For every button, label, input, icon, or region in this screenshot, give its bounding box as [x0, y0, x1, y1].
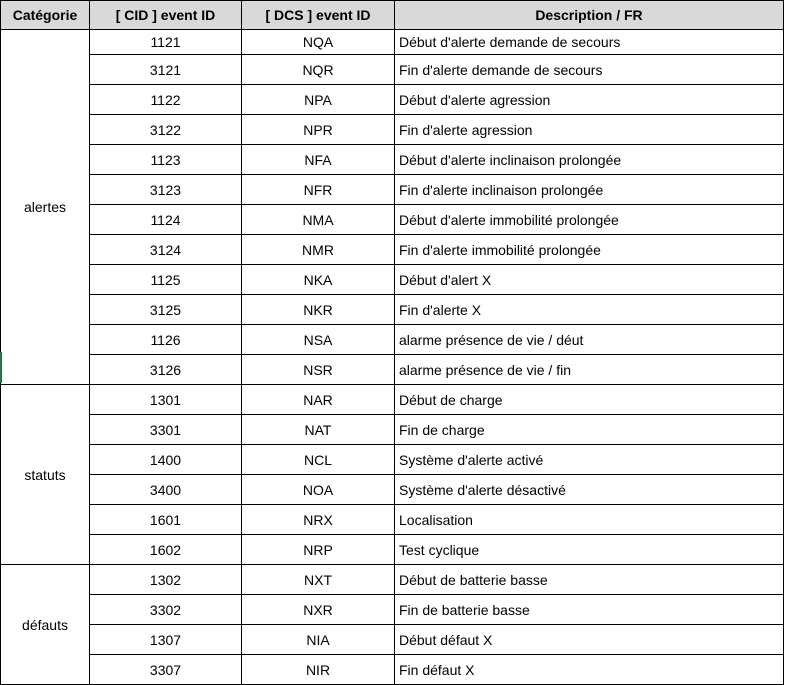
- description-cell: Début d'alert X: [395, 265, 784, 295]
- dcs-cell: NQR: [242, 55, 395, 85]
- header-description: Description / FR: [395, 1, 784, 30]
- description-cell: Fin d'alerte inclinaison prolongée: [395, 175, 784, 205]
- dcs-cell: NSR: [242, 355, 395, 385]
- cid-cell: 3123: [90, 175, 242, 205]
- table-row: [1, 265, 784, 295]
- cid-cell: 1122: [90, 85, 242, 115]
- dcs-cell: NFA: [242, 145, 395, 175]
- table-row: [1, 55, 784, 85]
- table-row: [1, 505, 784, 535]
- table-row: [1, 145, 784, 175]
- header-cid: [ CID ] event ID: [90, 1, 242, 30]
- description-cell: Fin d'alerte X: [395, 295, 784, 325]
- cell-marker: [0, 352, 2, 383]
- description-cell: Système d'alerte activé: [395, 445, 784, 475]
- cid-cell: 1121: [90, 30, 242, 55]
- cid-cell: 3302: [90, 595, 242, 625]
- table-row: [1, 415, 784, 445]
- description-cell: Début de batterie basse: [395, 565, 784, 595]
- dcs-cell: NAT: [242, 415, 395, 445]
- table-row: [1, 595, 784, 625]
- description-cell: Fin d'alerte demande de secours: [395, 55, 784, 85]
- cid-cell: 1400: [90, 445, 242, 475]
- table-row: [1, 385, 784, 415]
- description-cell: Fin d'alerte agression: [395, 115, 784, 145]
- dcs-cell: NAR: [242, 385, 395, 415]
- table-row: [1, 535, 784, 565]
- dcs-cell: NMA: [242, 205, 395, 235]
- header-category: Catégorie: [1, 1, 90, 30]
- cid-cell: 1302: [90, 565, 242, 595]
- description-cell: alarme présence de vie / fin: [395, 355, 784, 385]
- table-row: [1, 85, 784, 115]
- category-cell: alertes: [1, 30, 90, 385]
- table-row: [1, 30, 784, 55]
- cid-cell: 3121: [90, 55, 242, 85]
- cid-cell: 3400: [90, 475, 242, 505]
- dcs-cell: NRX: [242, 505, 395, 535]
- header-row: [1, 1, 784, 30]
- table-row: [1, 655, 784, 685]
- category-cell: défauts: [1, 565, 90, 685]
- dcs-cell: NXT: [242, 565, 395, 595]
- table-row: [1, 445, 784, 475]
- dcs-cell: NCL: [242, 445, 395, 475]
- description-cell: Test cyclique: [395, 535, 784, 565]
- description-cell: Début d'alerte demande de secours: [395, 30, 784, 55]
- table-row: [1, 355, 784, 385]
- dcs-cell: NIR: [242, 655, 395, 685]
- header-dcs: [ DCS ] event ID: [242, 1, 395, 30]
- dcs-cell: NRP: [242, 535, 395, 565]
- cid-cell: 1125: [90, 265, 242, 295]
- table-row: [1, 115, 784, 145]
- dcs-cell: NKR: [242, 295, 395, 325]
- dcs-cell: NOA: [242, 475, 395, 505]
- cid-cell: 1126: [90, 325, 242, 355]
- table-row: [1, 235, 784, 265]
- cid-cell: 3126: [90, 355, 242, 385]
- description-cell: Fin d'alerte immobilité prolongée: [395, 235, 784, 265]
- cid-cell: 3125: [90, 295, 242, 325]
- description-cell: alarme présence de vie / déut: [395, 325, 784, 355]
- description-cell: Début de charge: [395, 385, 784, 415]
- dcs-cell: NQA: [242, 30, 395, 55]
- table-row: [1, 175, 784, 205]
- description-cell: Début d'alerte immobilité prolongée: [395, 205, 784, 235]
- category-cell: statuts: [1, 385, 90, 565]
- dcs-cell: NKA: [242, 265, 395, 295]
- dcs-cell: NSA: [242, 325, 395, 355]
- table-row: [1, 565, 784, 595]
- dcs-cell: NPR: [242, 115, 395, 145]
- dcs-cell: NXR: [242, 595, 395, 625]
- table-row: [1, 475, 784, 505]
- cid-cell: 3307: [90, 655, 242, 685]
- table-row: [1, 295, 784, 325]
- description-cell: Fin défaut X: [395, 655, 784, 685]
- description-cell: Début d'alerte inclinaison prolongée: [395, 145, 784, 175]
- cid-cell: 1601: [90, 505, 242, 535]
- description-cell: Début d'alerte agression: [395, 85, 784, 115]
- dcs-cell: NIA: [242, 625, 395, 655]
- table-body: [1, 30, 784, 685]
- description-cell: Localisation: [395, 505, 784, 535]
- cid-cell: 1124: [90, 205, 242, 235]
- dcs-cell: NMR: [242, 235, 395, 265]
- table-row: [1, 625, 784, 655]
- description-cell: Système d'alerte désactivé: [395, 475, 784, 505]
- dcs-cell: NPA: [242, 85, 395, 115]
- dcs-cell: NFR: [242, 175, 395, 205]
- description-cell: Fin de batterie basse: [395, 595, 784, 625]
- description-cell: Fin de charge: [395, 415, 784, 445]
- cid-cell: 3301: [90, 415, 242, 445]
- description-cell: Début défaut X: [395, 625, 784, 655]
- cid-cell: 1307: [90, 625, 242, 655]
- cid-cell: 1301: [90, 385, 242, 415]
- cid-cell: 3122: [90, 115, 242, 145]
- cid-cell: 3124: [90, 235, 242, 265]
- table-row: [1, 325, 784, 355]
- cid-cell: 1602: [90, 535, 242, 565]
- cid-cell: 1123: [90, 145, 242, 175]
- table-row: [1, 205, 784, 235]
